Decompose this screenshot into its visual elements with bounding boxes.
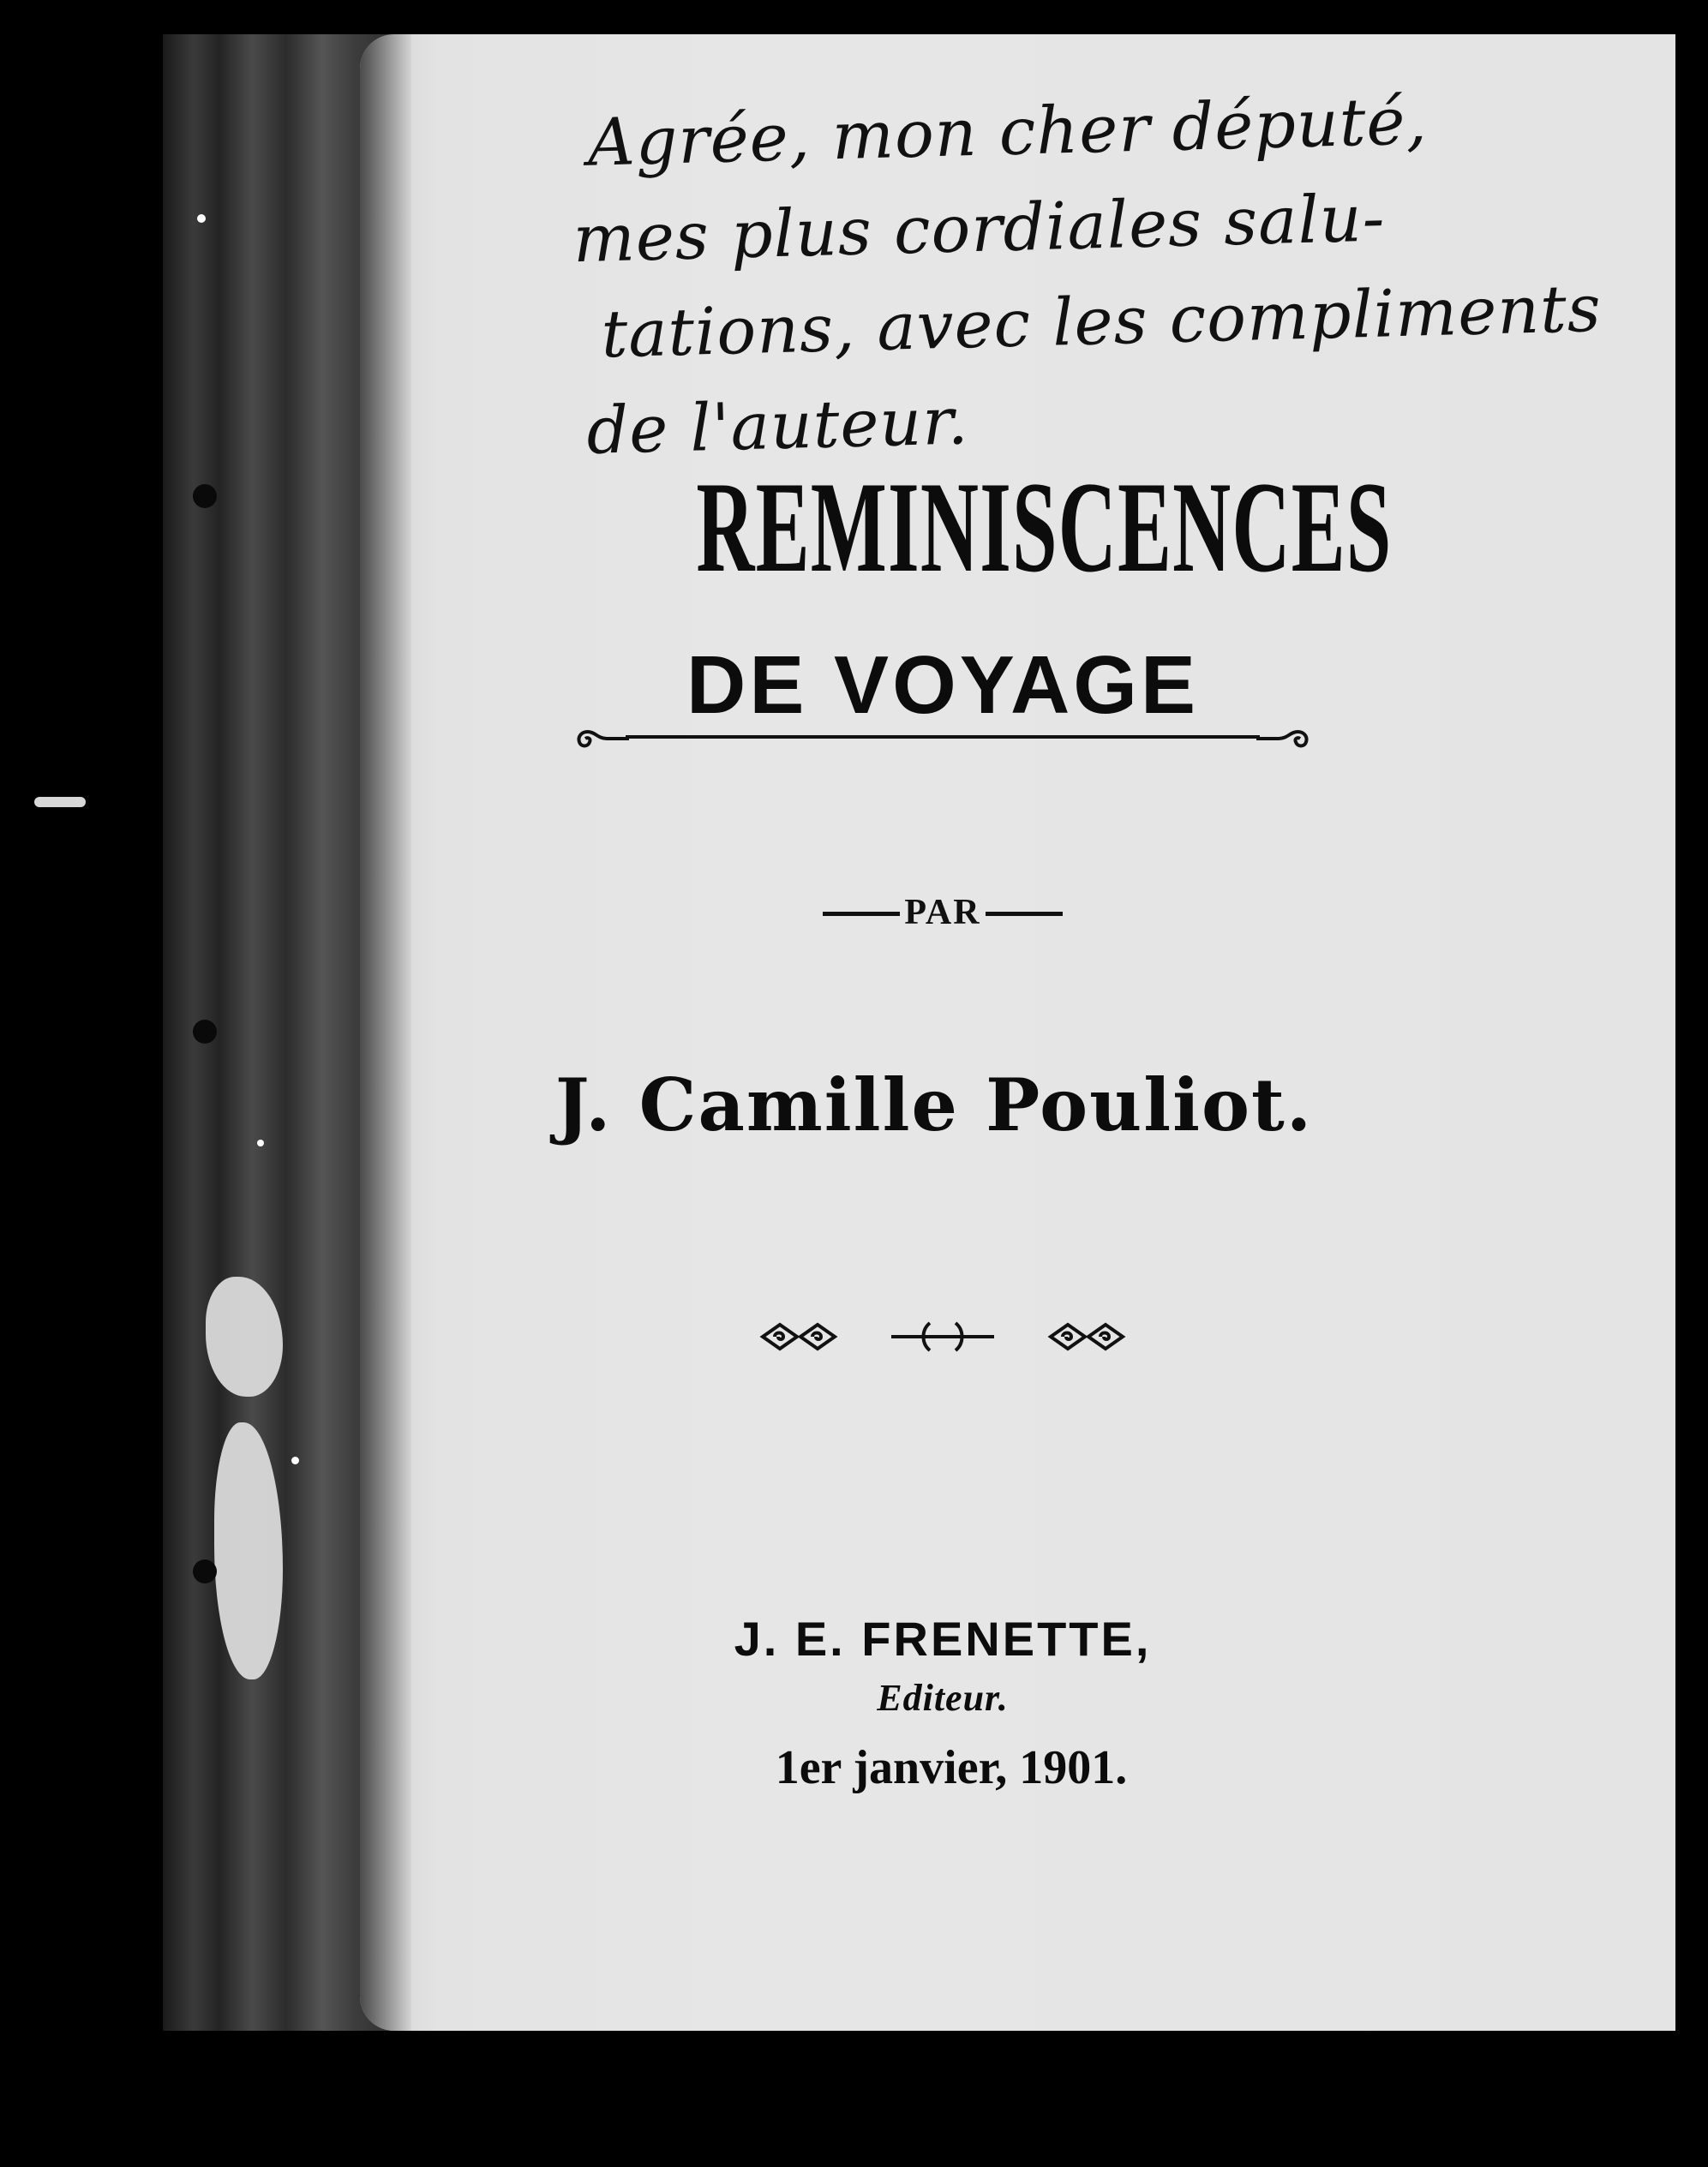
byline-par	[814, 891, 1071, 934]
inscription-line: de l'auteur.	[585, 382, 970, 469]
binding-hole	[193, 484, 217, 508]
inscription-line: mes plus cordiales salu-	[572, 179, 1387, 278]
book-subtitle: DE VOYAGE	[686, 639, 1199, 731]
author-name: J. Camille Pouliot.	[554, 1063, 1314, 1147]
dash-left	[823, 912, 900, 916]
subtitle-underline	[626, 735, 1260, 739]
binding-hole	[193, 1559, 217, 1583]
binding-stitch	[34, 797, 86, 807]
dash-right	[986, 912, 1063, 916]
inscription-line: Agrée, mon cher député,	[586, 82, 1429, 181]
inscription-line: tations, avec les compliments	[600, 269, 1603, 373]
paper-speck	[257, 1140, 264, 1146]
handwritten-inscription	[572, 68, 1624, 478]
scroll-flourish-right-icon	[1253, 716, 1313, 754]
par-label: PAR	[904, 893, 981, 932]
binding-hole	[193, 1020, 217, 1044]
book-title: REMINISCENCES	[696, 455, 1393, 599]
paper-speck	[291, 1457, 299, 1464]
publication-date: 1er janvier, 1901.	[775, 1741, 1128, 1794]
publisher-name: J. E. FRENETTE,	[734, 1612, 1152, 1666]
book-subtitle-block	[566, 634, 1320, 754]
decorative-ornament-icon	[754, 1311, 1131, 1362]
page-shadow-edge	[360, 34, 411, 2031]
paper-speck	[197, 214, 206, 223]
publisher-role: Editeur.	[877, 1677, 1009, 1719]
